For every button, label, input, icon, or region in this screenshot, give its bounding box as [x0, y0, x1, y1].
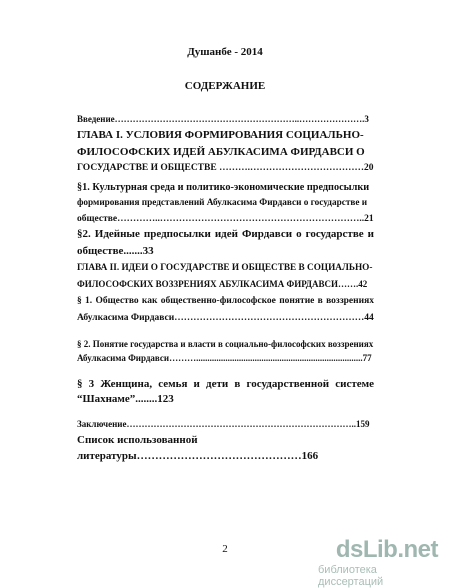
- toc-line-section-2-2: Абулкасима Фирдавси………..........................................................................77: [77, 353, 372, 363]
- watermark-logo: dsLib.net: [335, 536, 438, 563]
- toc-line-bibliography: Список использованной: [77, 434, 198, 446]
- watermark-subtitle: библиотека диссертаций: [318, 564, 384, 588]
- toc-line-section-1-1: §1. Культурная среда и политико-экономические предпосылки: [77, 182, 370, 193]
- toc-line-section-1-1: обществе…………..………………………………………………………..21: [77, 214, 374, 224]
- toc-line-section-2-3: “Шахнаме”........123: [77, 393, 174, 405]
- city-year: Душанбе - 2014: [187, 46, 263, 58]
- toc-line-chapter2-title: ГЛАВА II. ИДЕИ О ГОСУДАРСТВЕ И ОБЩЕСТВЕ В СОЦИАЛЬНО-: [77, 263, 373, 273]
- toc-line-introduction: Введение……………………………………………………..………………….3: [77, 114, 369, 124]
- toc-line-section-2-1: Абулкасима Фирдавси……………………………………………………44: [77, 313, 374, 323]
- toc-line-section-2-2: § 2. Понятие государства и власти в социально-философских воззрениях: [77, 339, 374, 349]
- toc-line-chapter2-title: ФИЛОСОФСКИХ ВОЗЗРЕНИЯХ АБУЛКАСИМА ФИРДАВСИ…….42: [77, 279, 368, 289]
- toc-line-chapter1-title: ГОСУДАРСТВЕ И ОБЩЕСТВЕ ……….………………………………20: [77, 163, 374, 173]
- toc-line-bibliography: литературы………………………………………166: [77, 450, 319, 462]
- toc-title: СОДЕРЖАНИЕ: [184, 80, 266, 92]
- toc-line-section-1-1: формирования представлений Абулкасима Фирдавси о государстве и: [77, 198, 368, 208]
- toc-line-chapter1-title: ГЛАВА I. УСЛОВИЯ ФОРМИРОВАНИЯ СОЦИАЛЬНО-: [77, 129, 364, 141]
- toc-line-section-2-1: § 1. Общество как общественно-философское понятие в воззрениях: [77, 296, 374, 306]
- watermark: [318, 536, 438, 588]
- toc-line-conclusion: Заключение…………………………………………………………………..159: [77, 419, 370, 429]
- toc-line-section-2-3: § 3 Женщина, семья и дети в государственной системе: [77, 378, 374, 390]
- page-number: 2: [222, 543, 228, 555]
- toc-line-chapter1-title: ФИЛОСОФСКИХ ИДЕЙ АБУЛКАСИМА ФИРДАВСИ О: [77, 146, 365, 158]
- toc-line-section-1-2: §2. Идейные предпосылки идей Фирдавси о государстве и: [77, 228, 374, 240]
- toc-line-section-1-2: обществе.......33: [77, 245, 154, 257]
